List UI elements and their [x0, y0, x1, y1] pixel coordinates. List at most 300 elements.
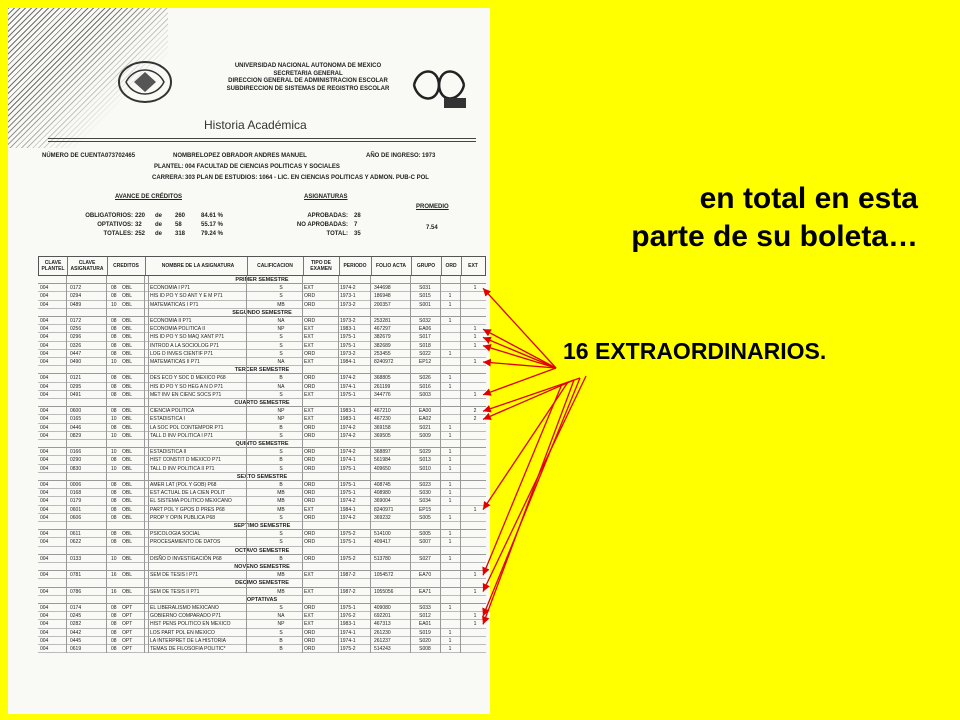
table-cell: 1 [448, 531, 452, 538]
table-cell: MB [277, 588, 285, 595]
table-cell: EXT [304, 588, 314, 595]
table-cell: B [279, 555, 283, 562]
table-cell: ORD [304, 318, 316, 324]
semester-heading: SEGUNDO SEMESTRE [38, 309, 486, 317]
table-cell: 1974-1 [340, 457, 356, 464]
table-cell: ORD [304, 629, 316, 636]
column-divider [410, 276, 411, 653]
table-cell: EA02 [418, 416, 432, 423]
table-cell: S027 [419, 555, 431, 562]
table-cell [468, 489, 482, 497]
arrow-line [483, 288, 556, 368]
table-cell: 1974-2 [340, 514, 356, 521]
carrera-value: 303 PLAN DE ESTUDIOS: 1064 - LIC. EN CIENCIAS POLITICAS Y ADMON. PUB-C POL [185, 175, 429, 181]
table-cell [444, 612, 456, 620]
table-cell: EXT [304, 326, 314, 333]
table-cell: OBL [122, 383, 133, 390]
table-cell [468, 292, 482, 300]
table-cell: MB [277, 301, 285, 308]
table-cell [468, 629, 482, 637]
table-cell [468, 448, 482, 456]
table-cell: EL SISTEMA POLITICO MEXICANO [150, 498, 232, 505]
table-cell: OBL [122, 318, 133, 324]
semester-heading: DECIMO SEMESTRE [38, 579, 486, 587]
table-cell [444, 415, 456, 423]
arrow-line [483, 362, 556, 368]
table-cell: 08 [111, 424, 117, 431]
table-cell: 10 [111, 301, 117, 308]
table-cell: 1 [473, 621, 477, 628]
table-cell [468, 350, 482, 358]
table-cell: 514100 [374, 531, 391, 538]
table-cell: OBL [122, 498, 133, 505]
col-clave-asignatura: CLAVE ASIGNATURA [67, 257, 108, 275]
arrow-line [483, 382, 568, 510]
table-cell: 08 [111, 490, 117, 497]
table-cell: 0445 [70, 637, 82, 644]
table-cell: 004 [40, 301, 49, 308]
table-cell: 004 [40, 490, 49, 497]
table-cell: 253455 [374, 350, 391, 357]
table-cell: 1 [473, 359, 477, 365]
table-cell: 8240972 [374, 359, 394, 365]
table-cell: 1975-2 [340, 646, 356, 652]
table-cell: OBL [122, 424, 133, 431]
table-cell: 0446 [70, 424, 82, 431]
table-cell: ORD [304, 531, 316, 538]
table-cell: 004 [40, 432, 49, 439]
table-cell: OBL [122, 375, 133, 382]
table-cell: 08 [111, 506, 117, 513]
table-cell: 0442 [70, 629, 82, 636]
table-cell: 004 [40, 449, 49, 456]
table-cell [444, 391, 456, 399]
table-cell: ORD [304, 498, 316, 505]
table-cell: S034 [419, 498, 431, 505]
table-cell: OBL [122, 506, 133, 513]
semester-heading: QUINTO SEMESTRE [38, 440, 486, 448]
table-cell: 0619 [70, 646, 82, 652]
table-cell: EXT [304, 613, 314, 620]
table-cell: OBL [122, 342, 133, 349]
semester-heading: TERCER SEMESTRE [38, 366, 486, 374]
caption-count: 16 EXTRAORDINARIOS. [563, 338, 827, 364]
table-cell: 08 [111, 621, 117, 628]
table-cell: 0165 [70, 416, 82, 423]
table-cell: SEM DE TESIS II P71 [150, 588, 200, 595]
cuenta-label: NÚMERO DE CUENTA: [42, 153, 107, 159]
col-periodo: PERIODO [339, 257, 372, 275]
plantel-value: 004 FACULTAD DE CIENCIAS POLITICAS Y SOCIALES [185, 164, 340, 170]
table-cell: 10 [111, 416, 117, 423]
table-cell [468, 317, 482, 325]
arrow-line [483, 368, 556, 395]
table-cell: B [279, 646, 283, 652]
table-cell: EXT [304, 621, 314, 628]
table-cell: ORD [304, 383, 316, 390]
table-cell: 10 [111, 465, 117, 472]
table-cell: 08 [111, 613, 117, 620]
table-cell: 08 [111, 646, 117, 652]
table-cell: GOBIERNO COMPARADO P71 [150, 613, 222, 620]
table-header [38, 256, 486, 276]
table-cell: 0172 [70, 318, 82, 324]
table-cell: 1 [448, 539, 452, 546]
semester-heading: NOVENO SEMESTRE [38, 563, 486, 571]
table-cell: 004 [40, 350, 49, 357]
table-cell: 10 [111, 432, 117, 439]
table-cell: 1974-2 [340, 449, 356, 456]
table-cell: PSICOLOGIA SOCIAL [150, 531, 201, 538]
table-cell: 08 [111, 629, 117, 636]
table-cell: 1 [448, 457, 452, 464]
table-cell: 004 [40, 613, 49, 620]
table-cell: 004 [40, 359, 49, 365]
table-cell: MB [277, 490, 285, 497]
table-cell: 368897 [374, 449, 391, 456]
table-cell: S019 [419, 629, 431, 636]
table-cell: S033 [419, 605, 431, 611]
arrow-line [483, 337, 556, 368]
table-cell: EXT [304, 342, 314, 349]
table-cell: NA [277, 359, 285, 365]
table-cell: 08 [111, 375, 117, 382]
table-cell [468, 530, 482, 538]
table-cell: EA06 [418, 326, 432, 333]
table-cell: 1 [448, 432, 452, 439]
table-cell: S [279, 432, 283, 439]
table-cell: S005 [419, 531, 431, 538]
table-cell: 004 [40, 416, 49, 423]
table-cell: 1987-2 [340, 588, 356, 595]
table-cell: EXT [304, 334, 314, 341]
semester-heading: CUARTO SEMESTRE [38, 399, 486, 407]
table-cell: S [279, 334, 283, 341]
table-cell: 467230 [374, 416, 391, 423]
table-cell: HIS ID PO Y SO MAQ XANT P71 [150, 334, 225, 341]
semester-heading: OPTATIVAS [38, 596, 486, 604]
table-cell: ORD [304, 482, 316, 488]
table-cell: 0829 [70, 432, 82, 439]
table-cell: ESTADISTICA I [150, 416, 185, 423]
table-cell: B [279, 482, 283, 488]
table-cell: PROCESAMIENTO DE DATOS [150, 539, 221, 546]
table-cell: HIS ID PO Y SO ANT Y E M P71 [150, 293, 223, 300]
table-cell: S [279, 514, 283, 521]
table-cell: 369158 [374, 424, 391, 431]
table-cell: 1 [473, 572, 477, 579]
unam-logo-icon [116, 58, 174, 106]
table-cell: 1984-1 [340, 506, 356, 513]
col-clave-plantel: CLAVE PLANTEL [39, 257, 68, 275]
table-cell: 1975-1 [340, 391, 356, 398]
table-cell: EA71 [418, 588, 432, 595]
table-cell: 1 [448, 629, 452, 636]
table-cell: 0168 [70, 490, 82, 497]
table-cell: 369004 [374, 498, 391, 505]
table-cell: MATEMATICAS II P71 [150, 359, 200, 365]
table-cell: EST ACTUAL DE LA CIEN POLIT [150, 490, 226, 497]
table-cell: EXT [304, 408, 314, 415]
cuenta-value: 073702465 [105, 153, 136, 159]
nombre-value: LOPEZ OBRADOR ANDRES MANUEL [200, 153, 307, 159]
table-cell [444, 325, 456, 333]
table-cell [468, 645, 482, 653]
table-cell: 08 [111, 285, 117, 292]
table-cell [468, 456, 482, 464]
table-cell: 186948 [374, 293, 391, 300]
arrow-line [483, 378, 580, 411]
table-cell: 514243 [374, 646, 391, 652]
table-cell: PROP Y OPIN PUBLICA P68 [150, 514, 216, 521]
table-cell: 1 [448, 646, 452, 652]
table-cell: EA01 [418, 621, 432, 628]
table-cell: OPT [122, 629, 133, 636]
table-cell: OBL [122, 555, 133, 562]
table-cell: 1987-2 [340, 572, 356, 579]
table-cell: EL LIBERALISMO MEXICANO [150, 605, 219, 611]
column-divider [440, 276, 441, 653]
table-cell: 1975-1 [340, 334, 356, 341]
table-cell: 1 [448, 350, 452, 357]
table-cell [468, 301, 482, 309]
semester-heading: OCTAVO SEMESTRE [38, 547, 486, 555]
table-cell: 004 [40, 621, 49, 628]
table-cell: ORD [304, 539, 316, 546]
table-cell: 004 [40, 375, 49, 382]
table-cell: 1 [448, 375, 452, 382]
table-cell: ORD [304, 293, 316, 300]
table-cell [468, 481, 482, 489]
table-cell: OBL [122, 482, 133, 488]
table-cell: 0611 [70, 531, 81, 538]
table-cell: MB [277, 506, 285, 513]
table-cell: 261237 [374, 637, 391, 644]
table-cell: OPT [122, 613, 133, 620]
caption-line-2: parte de su boleta… [631, 220, 918, 253]
table-cell: MET INV EN CIENC SOCS P71 [150, 391, 222, 398]
table-cell: 0295 [70, 383, 82, 390]
table-cell: EA00 [418, 408, 432, 415]
table-cell: HIST CONSTIT D MEXICO P71 [150, 457, 221, 464]
table-cell: 08 [111, 334, 117, 341]
table-cell: 004 [40, 637, 49, 644]
table-cell: 0781 [70, 572, 82, 579]
table-cell: 004 [40, 588, 49, 595]
table-cell: S [279, 465, 283, 472]
table-cell: 0489 [70, 301, 82, 308]
table-cell: OBL [122, 293, 133, 300]
table-cell: S029 [419, 449, 431, 456]
table-cell [468, 538, 482, 546]
table-cell: 004 [40, 383, 49, 390]
table-cell: S016 [419, 383, 431, 390]
table-cell: 0290 [70, 457, 82, 464]
table-cell: 369505 [374, 432, 391, 439]
table-cell: 382689 [374, 342, 391, 349]
table-cell: 0172 [70, 285, 82, 292]
column-divider [148, 276, 149, 653]
table-cell: 1 [473, 342, 477, 349]
table-cell: 261230 [374, 629, 391, 636]
table-cell: EXT [304, 506, 314, 513]
table-cell [468, 424, 482, 432]
table-cell: ORD [304, 457, 316, 464]
table-cell: ORD [304, 490, 316, 497]
table-cell: 16 [111, 572, 117, 579]
table-cell: 1973-2 [340, 301, 356, 308]
table-cell: S008 [419, 646, 431, 652]
table-cell [468, 514, 482, 522]
table-cell: 513780 [374, 555, 391, 562]
table-cell: HIST PENS POLITICO EN MEXICO [150, 621, 231, 628]
table-cell: 08 [111, 391, 117, 398]
table-cell: 004 [40, 285, 49, 292]
table-cell: 561984 [374, 457, 391, 464]
col-creditos: CREDITOS [107, 257, 146, 275]
table-cell: 004 [40, 408, 49, 415]
table-cell: 08 [111, 457, 117, 464]
transcript-document: UNIVERSIDAD NACIONAL AUTONOMA DE MEXICO SECRETARIA GENERAL DIRECCION GENERAL DE ADMINISTRACION ESCOLAR SUBDIRECCION DE SISTEMAS DE REGISTRO ESCOLAR Historia Académica NÚMERO DE CUENTA: 073702465 NOMBRE: LOPEZ OBRADOR ANDRES MANUEL AÑO DE INGRESO: 1973 PLANTEL: 004 FACULTAD DE CIENCIAS POLITICAS Y SOCIALES CARRERA: 303 PLAN DE ESTUDIOS: 1064 - LIC. EN CIENCIAS POLITICAS Y ADMON. PUB-C POL AVANCE DE CRÉDITOS ASIGNATURAS PROMEDIO 7.54 OBLIGATORIOS: 220 de 260 84.61 % OPTATIVOS: 32 de 58 55.17 % TOTALES: 252 de 318 79.24 % APROBADAS: 28 NO APROBADAS: 7 TOTAL: 35 CLAVE PLANTEL CLAVE ASIGNATURA CREDITOS NOMBRE DE LA ASIGNATURA CALIFICACION TIPO DE EXAMEN PERIODO FOLIO ACTA GRUPO ORD EXT PRIMER SEMESTRE 004 0172 08 OBL ECONOMIA I P71 S EXT 1974-2 344698 S031 1 004 0294 08 OBL HIS ID PO Y SO ANT Y E M P71 S ORD 1973-1 186948 S015 1 004 0489 10 OBL MATEMATICAS I P71 MB ORD 1973-2 200357 S001 1 SEGUNDO SEMESTRE 004 0172 08 OBL ECONOMIA II P71 NA ORD 1973-2 253281 S032 1 004 0256 08 OBL ECONOMIA POLITICA II NP EXT 1983-1 467297 EA06 1 004 0296 08 OBL HIS ID PO Y SO MAQ XANT P71 S EXT 1975-1 382679 S017 1 004 0326 08 OBL INTROD A LA SOCIOLOG P71 S EXT 1975-1 382689 S018 1 004 0447 08 OBL LOG D INVES CIENTIF P71 S ORD 1973-2 253455 S022 1 004 0490 10 OBL MATEMATICAS II P71 NA EXT 1984-1 8240972 EP12 1 TERCER SEMESTRE 004 0121 08 OBL DES ECO Y SOC D MEXICO P68 B ORD 1974-2 368805 S026 1 004 0295 08 OBL HIS ID PO Y SO HEG A N D P71 NA ORD 1974-1 261199 S016 1 004 0491 08 OBL MET INV EN CIENC SOCS P71 S EXT 1975-1 344776 S003 1 CUARTO SEMESTRE 004 0600 08 OBL CIENCIA POLITICA NP EXT 1983-1 467210 EA00 2 004 0165 10 OBL ESTADISTICA I NP EXT 1983-1 467230 EA02 2 004 0446 08 OBL LA SOC POL CONTEMPOR P71 B ORD 1974-2 369158 S021 1 004 0829 10 OBL TALL D INV POLITICA I P71 S ORD 1974-2 369505 S009 1 QUINTO SEMESTRE 004 0166 10 OBL ESTADISTICA II S ORD 1974-2 368897 S029 1 004 0290 08 OBL HIST CONSTIT D MEXICO P71 B ORD 1974-1 561984 S013 1 004 0830 10 OBL TALL D INV POLITICA II P71 S ORD 1975-1 409650 S010 1 SEXTO SEMESTRE 004 0006 08 OBL AMER LAT (POL Y GOB) P68 B ORD 1975-1 408745 S023 1 004 0168 08 OBL EST ACTUAL DE LA CIEN POLIT MB ORD 1975-1 408980 S030 1 004 0179 08 OBL EL SISTEMA POLITICO MEXICANO MB ORD 1974-2 369004 S034 1 004 0601 08 OBL PART POL Y GPOS D PRES P68 MB EXT 1984-1 8240971 EP15 1 004 0606 08 OBL PROP Y OPIN PUBLICA P68 S ORD 1974-2 369232 S005 1 SEPTIMO SEMESTRE 004 0611 08 OBL PSICOLOGIA SOCIAL S ORD 1975-2 514100 S005 1 004 0622 08 OBL PROCESAMIENTO DE DATOS S ORD 1975-1 409417 S007 1 OCTAVO SEMESTRE 004 0133 10 OBL DISÑO D INVESTIGACIÓN P68 B ORD 1975-2 513780 S027 1 NOVENO SEMESTRE 004 0781 16 OBL SEM DE TESIS I P71 MB EXT 1987-2 1054572 EA70 1 DECIMO SEMESTRE 004 0786 16 OBL SEM DE TESIS II P71 MB EXT 1987-2 1055056 EA71 1 OPTATIVAS 004 0174 08 OPT EL LIBERALISMO MEXICANO S ORD 1975-1 409080 S033 1 004 0245 08 OPT GOBIERNO COMPARADO P71 NA EXT 1976-2 692201 S012 1 004 0282 08 OPT HIST PENS POLITICO EN MEXICO NP EXT 1983-1 467313 EA01 1 004 0442 08 OPT LOS PART POL EN MEXICO S ORD 1974-1 261230 S019 1 004 0445 08 OPT LA INTERPRET DE LA HISTORIA B ORD 1974-1 261237 S020 1 004 0619 08 OPT TEMAS DE FILOSOFIA POLITIC* B ORD 1975-2 514243 S008 1 [8, 8, 490, 714]
table-cell [444, 407, 456, 415]
table-cell: EP15 [418, 506, 432, 513]
arrow-line [483, 378, 580, 616]
table-cell: S010 [419, 465, 431, 472]
table-cell: NP [277, 416, 285, 423]
table-cell: S [279, 449, 283, 456]
table-cell: OBL [122, 588, 133, 595]
table-cell: LOS PART POL EN MEXICO [150, 629, 215, 636]
table-cell: 1974-2 [340, 432, 356, 439]
table-cell: 0830 [70, 465, 82, 472]
table-cell: 369232 [374, 514, 391, 521]
table-cell: S022 [419, 350, 431, 357]
arrow-line [483, 329, 556, 368]
table-cell [444, 342, 456, 350]
table-cell: 10 [111, 359, 117, 365]
table-cell: NA [277, 318, 285, 324]
table-cell: S [279, 285, 283, 292]
table-cell: OBL [122, 465, 133, 472]
table-cell: ECONOMIA I P71 [150, 285, 191, 292]
table-cell: 2 [473, 408, 477, 415]
table-cell: 408980 [374, 490, 391, 497]
arrow-line [483, 384, 562, 575]
table-cell: NP [277, 326, 285, 333]
table-cell: 253281 [374, 318, 391, 324]
table-cell: ORD [304, 424, 316, 431]
column-divider [106, 276, 107, 653]
table-cell: 467297 [374, 326, 391, 333]
table-cell: 08 [111, 293, 117, 300]
table-cell: DISÑO D INVESTIGACIÓN P68 [150, 555, 222, 562]
table-cell: ORD [304, 465, 316, 472]
table-cell: 1974-2 [340, 498, 356, 505]
ingreso-value: 1973 [422, 153, 436, 159]
table-cell: MB [277, 498, 285, 505]
arrow-line [483, 380, 574, 419]
table-cell: 0296 [70, 334, 82, 341]
table-cell: 08 [111, 318, 117, 324]
table-cell: S [279, 293, 283, 300]
table-cell: 1 [473, 506, 477, 513]
table-cell: 0133 [70, 555, 82, 562]
table-cell: ECONOMIA POLITICA II [150, 326, 206, 333]
table-cell: S [279, 605, 283, 611]
table-cell: 344698 [374, 285, 391, 292]
table-cell: 004 [40, 539, 49, 546]
table-cell: 1973-1 [340, 293, 356, 300]
table-cell: 1974-2 [340, 424, 356, 431]
table-cell: ORD [304, 350, 316, 357]
table-cell: 004 [40, 318, 49, 324]
table-cell: 1976-2 [340, 613, 356, 620]
asignaturas-title: ASIGNATURAS [304, 194, 348, 200]
semester-heading: SEPTIMO SEMESTRE [38, 522, 486, 530]
table-cell: 0282 [70, 621, 82, 628]
divider [48, 138, 476, 139]
table-cell: S [279, 342, 283, 349]
table-cell: 004 [40, 506, 49, 513]
table-cell: OBL [122, 359, 133, 365]
table-cell: 1 [473, 285, 477, 292]
nombre-label: NOMBRE: [173, 153, 202, 159]
table-cell: B [279, 424, 283, 431]
table-cell: 1 [448, 482, 452, 488]
table-cell: 0601 [70, 506, 82, 513]
table-cell: 0256 [70, 326, 82, 333]
table-cell [444, 588, 456, 596]
table-cell: 0179 [70, 498, 82, 505]
table-cell [468, 497, 482, 505]
table-cell: 08 [111, 383, 117, 390]
table-cell: DES ECO Y SOC D MEXICO P68 [150, 375, 226, 382]
table-cell: LA SOC POL CONTEMPOR P71 [150, 424, 224, 431]
table-cell: ORD [304, 301, 316, 308]
table-cell: 1975-1 [340, 490, 356, 497]
table-cell: 0326 [70, 342, 82, 349]
table-cell: S013 [419, 457, 431, 464]
table-cell: 1 [448, 318, 452, 324]
table-cell: 1 [448, 498, 452, 505]
col-folio-acta: FOLIO ACTA [371, 257, 412, 275]
table-cell [444, 620, 456, 628]
semester-heading: SEXTO SEMESTRE [38, 473, 486, 481]
table-cell: EXT [304, 359, 314, 365]
table-cell: 1975-1 [340, 465, 356, 472]
document-title: Historia Académica [204, 118, 307, 132]
table-cell: OBL [122, 391, 133, 398]
table-cell: 004 [40, 334, 49, 341]
table-cell: 0294 [70, 293, 82, 300]
table-cell: NP [277, 408, 285, 415]
arrow-line [483, 380, 574, 624]
table-cell: 004 [40, 293, 49, 300]
table-cell: 1 [473, 613, 477, 620]
table-cell: S [279, 629, 283, 636]
caption-line-1: en total en esta [699, 182, 918, 215]
table-cell: CIENCIA POLITICA [150, 408, 195, 415]
table-cell [468, 604, 482, 612]
table-cell: S005 [419, 514, 431, 521]
table-cell: ORD [304, 637, 316, 644]
table-cell: 08 [111, 498, 117, 505]
table-cell: EXT [304, 572, 314, 579]
table-cell: 08 [111, 350, 117, 357]
table-cell: OBL [122, 531, 133, 538]
table-cell: EXT [304, 416, 314, 423]
col-tipo-examen: TIPO DE EXAMEN [303, 257, 340, 275]
